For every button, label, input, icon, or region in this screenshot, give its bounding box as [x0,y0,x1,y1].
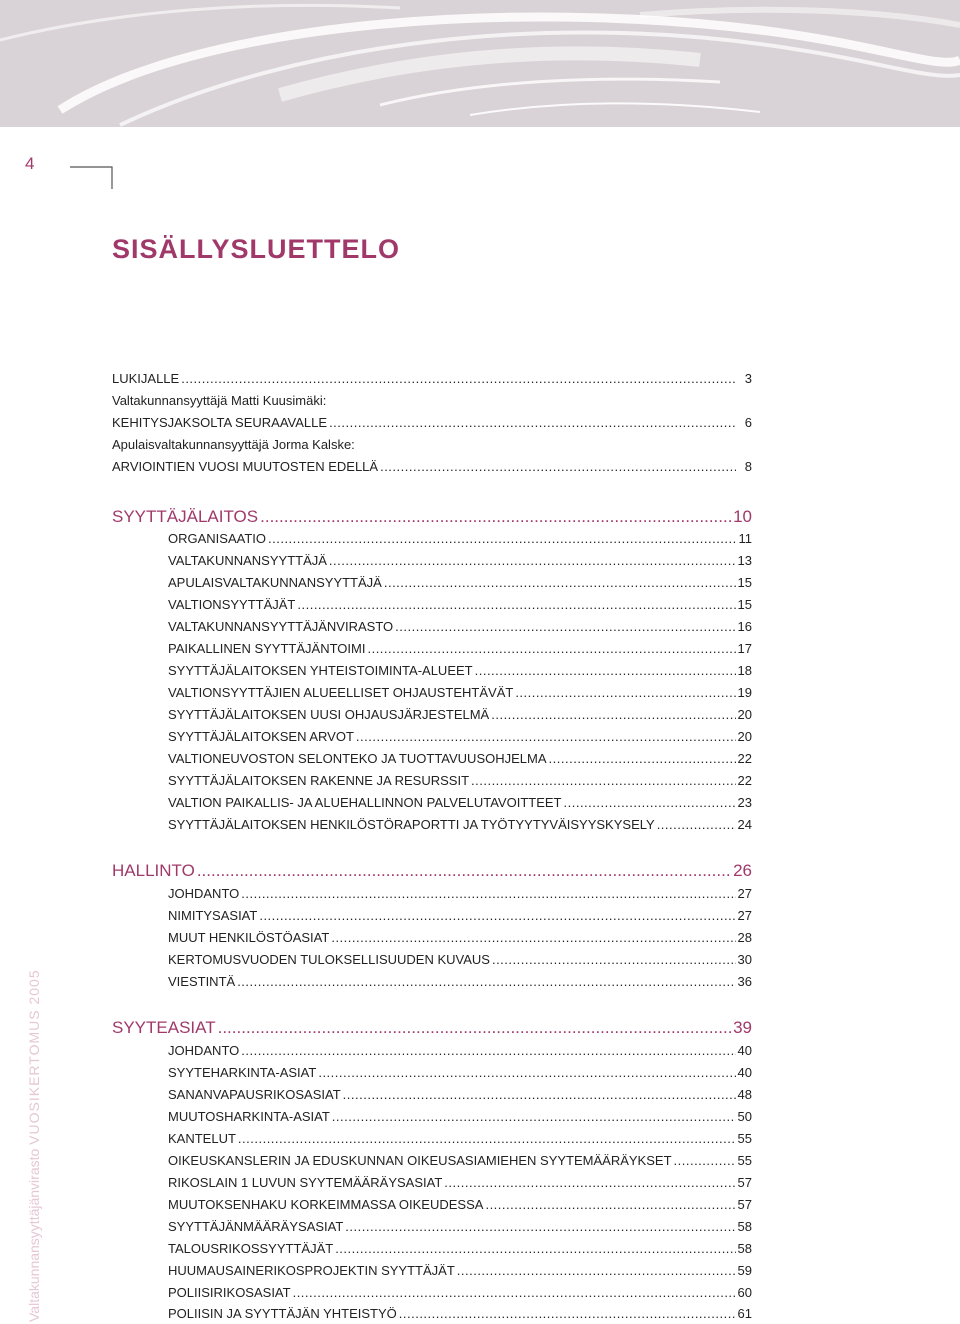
toc-leader [329,553,736,568]
toc-leader [475,663,736,678]
toc-leader [444,1175,735,1190]
side-org-name: Valtakunnansyyttäjänvirasto [26,1148,42,1322]
toc-section-page: 10 [733,507,752,526]
toc-entry[interactable] [168,751,752,766]
toc-entry[interactable] [168,1197,752,1212]
toc-entry[interactable] [168,908,752,923]
swirl-decoration [0,0,960,127]
toc-entry[interactable] [168,1263,752,1278]
toc-section-page: 39 [733,1018,752,1037]
toc-entry-label: VALTIONSYYTTÄJÄT [168,597,296,612]
toc-entry[interactable] [168,729,752,744]
toc-entry[interactable] [168,553,752,568]
toc-entry-label: ARVIOINTIEN VUOSI MUUTOSTEN EDELLÄ [112,459,379,474]
toc-leader [549,751,736,766]
toc-entry-page: 15 [737,597,752,612]
toc-leader [335,1241,735,1256]
toc-entry-page: 55 [737,1153,752,1168]
toc-entry-label: NIMITYSASIAT [168,908,258,923]
toc-entry[interactable] [168,1087,752,1102]
toc-entry[interactable] [168,817,752,832]
toc-leader [492,952,736,967]
header-banner [0,0,960,127]
toc-section-title: SYYTEASIAT [112,1018,216,1037]
side-publication-label [26,969,42,1322]
toc-entry-label: OIKEUSKANSLERIN JA EDUSKUNNAN OIKEUSASIAMIEHEN SYYTEMÄÄRÄYKSET [168,1153,672,1168]
toc-entry-label: SYYTTÄJÄLAITOKSEN RAKENNE JA RESURSSIT [168,773,470,788]
toc-entry-page: 27 [737,908,752,923]
toc-entry[interactable] [168,930,752,945]
toc-entry-page: 20 [737,707,752,722]
toc-entry-label: POLIISIRIKOSASIAT [168,1285,291,1300]
toc-entry-label: VALTAKUNNANSYYTTÄJÄNVIRASTO [168,619,394,634]
toc-entry[interactable] [168,641,752,656]
toc-entry-label: KANTELUT [168,1131,236,1146]
toc-entry-page: 28 [737,930,752,945]
toc-entry[interactable] [168,773,752,788]
toc-entry-label: SYYTTÄJÄLAITOKSEN HENKILÖSTÖRAPORTTI JA TYÖTYYTYVÄISYYSKYSELY [168,817,655,832]
toc-section-heading[interactable] [112,1018,752,1038]
toc-entry-page: 19 [737,685,752,700]
toc-leader [674,1153,736,1168]
toc-entry-label: JOHDANTO [168,886,240,901]
toc-entry-label: JOHDANTO [168,1043,240,1058]
toc-leader [259,908,735,923]
toc-leader [564,795,736,810]
toc-entry-label: SYYTTÄJÄLAITOKSEN ARVOT [168,729,354,744]
toc-entry-label: MUUTOKSENHAKU KORKEIMMASSA OIKEUDESSA [168,1197,484,1212]
toc-entry-page: 57 [737,1175,752,1190]
toc-entry-page: 22 [737,751,752,766]
toc-section-heading[interactable] [112,861,752,881]
toc-entry-page: 16 [737,619,752,634]
toc-leader [332,1109,736,1124]
toc-leader [491,707,735,722]
toc-leader [485,1197,735,1212]
toc-leader [218,1018,731,1038]
toc-entry-page: 15 [737,575,752,590]
toc-leader [241,1043,735,1058]
toc-leader [237,974,735,989]
toc-entry[interactable] [168,1175,752,1190]
toc-entry-label: SYYTTÄJÄNMÄÄRÄYSASIAT [168,1219,344,1234]
toc-entry[interactable] [112,371,752,386]
toc-leader [399,1306,736,1321]
toc-entry-label: KEHITYSJAKSOLTA SEURAAVALLE [112,415,328,430]
toc-leader [197,861,731,881]
toc-entry-page: 48 [737,1087,752,1102]
toc-entry-page: 6 [744,415,752,430]
toc-section-heading[interactable] [112,507,752,527]
toc-entry-page: 58 [737,1241,752,1256]
toc-entry[interactable] [168,531,752,546]
toc-leader [318,1065,735,1080]
toc-entry[interactable] [168,597,752,612]
toc-leader [260,507,731,527]
toc-leader [457,1263,736,1278]
toc-entry[interactable] [168,619,752,634]
toc-entry-label: MUUTOSHARKINTA-ASIAT [168,1109,330,1124]
toc-leader [329,415,736,430]
toc-entry[interactable] [168,952,752,967]
toc-entry-label: LUKIJALLE [112,371,180,386]
toc-entry-label: VALTION PAIKALLIS- JA ALUEHALLINNON PALVELUTAVOITTEET [168,795,562,810]
toc-entry[interactable] [168,1306,752,1321]
toc-entry-page: 58 [737,1219,752,1234]
toc-entry-page: 40 [737,1065,752,1080]
toc-entry-page: 3 [744,371,752,386]
toc-entry-label: SYYTTÄJÄLAITOKSEN YHTEISTOIMINTA-ALUEET [168,663,473,678]
toc-entry-label: ORGANISAATIO [168,531,266,546]
toc-leader [181,371,736,386]
toc-section-title: HALLINTO [112,861,195,880]
toc-entry-page: 13 [737,553,752,568]
toc-entry[interactable] [168,1219,752,1234]
toc-entry-label: VALTIONEUVOSTON SELONTEKO JA TUOTTAVUUSOHJELMA [168,751,547,766]
toc-entry-page: 50 [737,1109,752,1124]
toc-entry-label: SANANVAPAUSRIKOSASIAT [168,1087,341,1102]
toc-entry-label: POLIISIN JA SYYTTÄJÄN YHTEISTYÖ [168,1306,397,1321]
toc-entry[interactable] [168,1153,752,1168]
toc-entry-page: 59 [737,1263,752,1278]
toc-author-line: Apulaisvaltakunnansyyttäjä Jorma Kalske: [112,437,355,452]
toc-leader [268,531,736,546]
toc-entry-label: HUUMAUSAINERIKOSPROJEKTIN SYYTTÄJÄT [168,1263,455,1278]
toc-entry-page: 27 [737,886,752,901]
toc-entry[interactable] [168,707,752,722]
toc-entry-label: TALOUSRIKOSSYYTTÄJÄT [168,1241,334,1256]
toc-leader [297,597,735,612]
toc-entry-page: 20 [737,729,752,744]
toc-entry-page: 18 [737,663,752,678]
toc-leader [380,459,736,474]
toc-section-page: 26 [733,861,752,880]
toc-entry[interactable] [168,1241,752,1256]
toc-entry[interactable] [168,1285,752,1300]
toc-entry-page: 61 [737,1306,752,1321]
toc-entry[interactable] [112,459,752,474]
toc-entry[interactable] [168,795,752,810]
toc-leader [395,619,735,634]
toc-entry-label: APULAISVALTAKUNNANSYYTTÄJÄ [168,575,382,590]
corner-mark-icon [70,166,114,190]
toc-leader [384,575,736,590]
toc-entry-page: 36 [737,974,752,989]
toc-entry-page: 60 [737,1285,752,1300]
toc-leader [515,685,735,700]
toc-entry-label: PAIKALLINEN SYYTTÄJÄNTOIMI [168,641,366,656]
toc-entry[interactable] [168,685,752,700]
toc-entry-page: 17 [737,641,752,656]
toc-leader [238,1131,736,1146]
page-number: 4 [25,154,35,173]
toc-entry[interactable] [168,886,752,901]
toc-entry[interactable] [168,1065,752,1080]
toc-leader [293,1285,736,1300]
toc-leader [356,729,736,744]
toc-entry[interactable] [168,575,752,590]
toc-entry[interactable] [168,1043,752,1058]
toc-entry-page: 24 [737,817,752,832]
toc-leader [343,1087,736,1102]
side-report-name: VUOSIKERTOMUS 2005 [26,969,42,1145]
toc-entry[interactable] [168,974,752,989]
toc-leader [241,886,735,901]
toc-entry[interactable] [168,1131,752,1146]
toc-entry[interactable] [168,663,752,678]
toc-entry-page: 55 [737,1131,752,1146]
toc-entry-page: 11 [738,531,752,546]
page-title: SISÄLLYSLUETTELO [112,234,401,264]
toc-entry-page: 40 [737,1043,752,1058]
toc-entry-label: SYYTEHARKINTA-ASIAT [168,1065,317,1080]
toc-entry-label: MUUT HENKILÖSTÖASIAT [168,930,330,945]
toc-entry-page: 30 [737,952,752,967]
toc-entry[interactable] [112,415,752,430]
toc-leader [331,930,735,945]
toc-leader [657,817,736,832]
toc-entry-label: KERTOMUSVUODEN TULOKSELLISUUDEN KUVAUS [168,952,490,967]
toc-author-line: Valtakunnansyyttäjä Matti Kuusimäki: [112,393,327,408]
toc-entry-page: 8 [744,459,752,474]
toc-leader [367,641,735,656]
toc-section-title: SYYTTÄJÄLAITOS [112,507,259,526]
toc-entry-page: 57 [737,1197,752,1212]
toc-leader [471,773,736,788]
toc-entry-label: SYYTTÄJÄLAITOKSEN UUSI OHJAUSJÄRJESTELMÄ [168,707,490,722]
toc-entry-label: VIESTINTÄ [168,974,236,989]
toc-entry-page: 23 [737,795,752,810]
toc-entry-page: 22 [737,773,752,788]
toc-entry[interactable] [168,1109,752,1124]
toc-entry-label: RIKOSLAIN 1 LUVUN SYYTEMÄÄRÄYSASIAT [168,1175,443,1190]
toc-leader [345,1219,735,1234]
toc-entry-label: VALTAKUNNANSYYTTÄJÄ [168,553,327,568]
toc-entry-label: VALTIONSYYTTÄJIEN ALUEELLISET OHJAUSTEHTÄVÄT [168,685,514,700]
